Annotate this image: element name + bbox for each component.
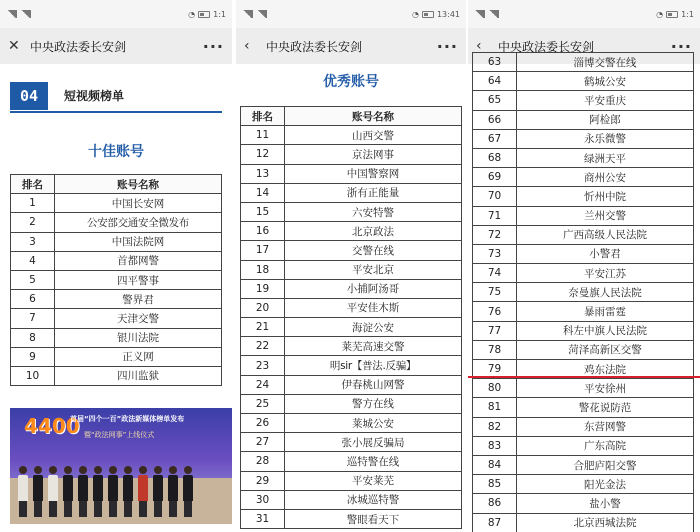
account-name-cell: 忻州中院 (517, 187, 694, 206)
nav-title: 中央政法委长安剑 (30, 39, 127, 54)
section-title: 短视频榜单 (64, 89, 125, 103)
rank-cell: 11 (241, 126, 285, 145)
table-row (11, 309, 222, 328)
account-name-cell: 暴雨雷霆 (517, 302, 694, 321)
rank-cell: 84 (473, 455, 517, 474)
table-row (473, 53, 694, 72)
back-icon[interactable]: ‹ (476, 38, 482, 54)
account-name-cell: 银川法院 (55, 328, 222, 347)
rank-cell: 2 (11, 213, 55, 232)
account-name-cell: 鸡东法院 (517, 360, 694, 379)
col-header-rank: 排名 (11, 175, 55, 194)
table-row (241, 394, 462, 413)
account-name-cell: 警眼看天下 (285, 509, 462, 528)
account-name-cell: 阿检郎 (517, 110, 694, 129)
close-icon[interactable]: ✕ (8, 38, 20, 54)
status-time: 1:1 (213, 9, 226, 19)
table-row (473, 225, 694, 244)
account-name-cell: 中国警察网 (285, 164, 462, 183)
table-row (241, 337, 462, 356)
table-row (473, 72, 694, 91)
account-name-cell: 商州公安 (517, 168, 694, 187)
table-row (11, 251, 222, 270)
table-row (473, 244, 694, 263)
table-row (473, 187, 694, 206)
account-name-cell: 平安江苏 (517, 264, 694, 283)
nav-title: 中央政法委长安剑 (266, 39, 363, 54)
table-row (11, 194, 222, 213)
table-row (241, 241, 462, 260)
ranking-table (472, 52, 694, 532)
account-name-cell: 警界君 (55, 290, 222, 309)
rank-cell: 4 (11, 251, 55, 270)
account-name-cell: 北京西城法院 (517, 513, 694, 532)
rank-cell: 28 (241, 452, 285, 471)
account-name-cell: 阳光金法 (517, 475, 694, 494)
status-bar (236, 0, 466, 28)
signal-icon (6, 10, 17, 18)
rank-cell: 73 (473, 244, 517, 263)
table-row (241, 318, 462, 337)
screenshot-panel-2 (236, 0, 466, 532)
account-name-cell: 海淀公安 (285, 318, 462, 337)
rank-cell: 31 (241, 509, 285, 528)
banner-subtitle: 暨“政法网事”上线仪式 (84, 431, 155, 439)
rank-cell: 70 (473, 187, 517, 206)
table-row (241, 126, 462, 145)
rank-cell: 68 (473, 148, 517, 167)
table-row (11, 270, 222, 289)
rank-cell: 3 (11, 232, 55, 251)
account-name-cell: 天津交警 (55, 309, 222, 328)
account-name-cell: 菏泽高新区交警 (517, 340, 694, 359)
account-name-cell: 莱芜高速交警 (285, 337, 462, 356)
rank-cell: 86 (473, 494, 517, 513)
table-row (473, 129, 694, 148)
rank-cell: 67 (473, 129, 517, 148)
more-icon[interactable]: ··· (436, 36, 458, 56)
table-row (241, 222, 462, 241)
col-header-rank: 排名 (241, 107, 285, 126)
account-name-cell: 小警君 (517, 244, 694, 263)
wifi-icon: ◔ (411, 9, 419, 19)
account-name-cell: 平安重庆 (517, 91, 694, 110)
rank-cell: 69 (473, 168, 517, 187)
signal-icon (488, 10, 499, 18)
rank-cell: 75 (473, 283, 517, 302)
rank-cell: 30 (241, 490, 285, 509)
table-row (241, 145, 462, 164)
col-header-name: 账号名称 (285, 107, 462, 126)
more-icon[interactable]: ··· (670, 36, 692, 56)
account-name-cell: 广西高级人民法院 (517, 225, 694, 244)
rank-cell: 79 (473, 360, 517, 379)
rank-cell: 29 (241, 471, 285, 490)
table-row (241, 164, 462, 183)
table-title: 十佳账号 (88, 144, 144, 160)
section-divider (10, 111, 222, 113)
rank-cell: 20 (241, 298, 285, 317)
people-group (18, 466, 193, 518)
rank-cell: 17 (241, 241, 285, 260)
table-row (241, 356, 462, 375)
account-name-cell: 浙有正能量 (285, 183, 462, 202)
screenshot-panel-1 (0, 0, 232, 532)
account-name-cell: 东营网警 (517, 417, 694, 436)
table-row (241, 471, 462, 490)
table-row (473, 455, 694, 474)
status-time: 13:41 (436, 9, 460, 19)
highlight-divider (468, 376, 700, 378)
rank-cell: 78 (473, 340, 517, 359)
account-name-cell: 正义网 (55, 347, 222, 366)
table-row (11, 366, 222, 385)
rank-cell: 64 (473, 72, 517, 91)
table-row (241, 183, 462, 202)
rank-cell: 18 (241, 260, 285, 279)
rank-cell: 25 (241, 394, 285, 413)
table-row (11, 232, 222, 251)
rank-cell: 77 (473, 321, 517, 340)
table-row (473, 168, 694, 187)
account-name-cell: 公安部交通安全微发布 (55, 213, 222, 232)
account-name-cell: 警花说防范 (517, 398, 694, 417)
rank-cell: 85 (473, 475, 517, 494)
table-row (241, 509, 462, 528)
table-row (241, 202, 462, 221)
rank-cell: 82 (473, 417, 517, 436)
rank-cell: 1 (11, 194, 55, 213)
table-row (241, 260, 462, 279)
account-name-cell: 淄博交警在线 (517, 53, 694, 72)
table-row (473, 321, 694, 340)
account-name-cell: 明sir【普法.反骗】 (285, 356, 462, 375)
table-row (11, 347, 222, 366)
account-name-cell: 冰城巡特警 (285, 490, 462, 509)
account-name-cell: 科左中旗人民法院 (517, 321, 694, 340)
table-row (473, 110, 694, 129)
account-name-cell: 广东高院 (517, 436, 694, 455)
table-row (473, 264, 694, 283)
signal-icon (474, 10, 485, 18)
rank-cell: 8 (11, 328, 55, 347)
account-name-cell: 中国法院网 (55, 232, 222, 251)
table-row (473, 398, 694, 417)
status-time: 1:1 (681, 9, 694, 19)
table-row (473, 206, 694, 225)
table-row (473, 91, 694, 110)
table-row (241, 414, 462, 433)
rank-cell: 6 (11, 290, 55, 309)
rank-cell: 19 (241, 279, 285, 298)
account-name-cell: 北京政法 (285, 222, 462, 241)
rank-cell: 22 (241, 337, 285, 356)
account-name-cell: 四川监狱 (55, 366, 222, 385)
table-row (473, 436, 694, 455)
account-name-cell: 首都网警 (55, 251, 222, 270)
account-name-cell: 莱城公安 (285, 414, 462, 433)
table-row (473, 379, 694, 398)
table-row (241, 298, 462, 317)
rank-cell: 12 (241, 145, 285, 164)
account-name-cell: 巡特警在线 (285, 452, 462, 471)
table-header-row (11, 175, 222, 194)
table-row (241, 452, 462, 471)
rank-cell: 76 (473, 302, 517, 321)
wifi-icon: ◔ (188, 9, 196, 19)
rank-cell: 5 (11, 270, 55, 289)
table-row (473, 340, 694, 359)
rank-cell: 10 (11, 366, 55, 385)
ranking-table (240, 106, 462, 529)
table-row (473, 513, 694, 532)
account-name-cell: 交警在线 (285, 241, 462, 260)
rank-cell: 71 (473, 206, 517, 225)
account-name-cell: 绿洲天平 (517, 148, 694, 167)
account-name-cell: 平安佳木斯 (285, 298, 462, 317)
rank-cell: 13 (241, 164, 285, 183)
rank-cell: 83 (473, 436, 517, 455)
nav-bar (0, 28, 232, 64)
rank-cell: 15 (241, 202, 285, 221)
account-name-cell: 平安北京 (285, 260, 462, 279)
account-name-cell: 兰州交警 (517, 206, 694, 225)
rank-cell: 24 (241, 375, 285, 394)
table-row (241, 433, 462, 452)
rank-cell: 21 (241, 318, 285, 337)
rank-cell: 87 (473, 513, 517, 532)
table-header-row (241, 107, 462, 126)
more-icon[interactable]: ··· (202, 36, 224, 56)
account-name-cell: 平安莱芜 (285, 471, 462, 490)
table-row (241, 490, 462, 509)
battery-icon (422, 11, 434, 18)
table-row (473, 494, 694, 513)
account-name-cell: 鹤城公安 (517, 72, 694, 91)
account-name-cell: 永乐微警 (517, 129, 694, 148)
rank-cell: 26 (241, 414, 285, 433)
status-bar (0, 0, 232, 28)
account-name-cell: 四平警事 (55, 270, 222, 289)
table-row (473, 283, 694, 302)
rank-cell: 80 (473, 379, 517, 398)
table-row (11, 213, 222, 232)
battery-icon (198, 11, 210, 18)
table-row (473, 417, 694, 436)
account-name-cell: 伊春桃山网警 (285, 375, 462, 394)
nav-title: 中央政法委长安剑 (498, 39, 595, 54)
banner-logo: 4400 (24, 414, 80, 438)
rank-cell: 9 (11, 347, 55, 366)
nav-bar (236, 28, 466, 64)
rank-cell: 23 (241, 356, 285, 375)
table-title: 优秀账号 (323, 74, 379, 90)
rank-cell: 16 (241, 222, 285, 241)
event-banner-image[interactable] (10, 408, 232, 524)
rank-cell: 66 (473, 110, 517, 129)
account-name-cell: 山西交警 (285, 126, 462, 145)
section-number: 04 (10, 82, 48, 110)
section-header (0, 72, 232, 120)
account-name-cell: 平安徐州 (517, 379, 694, 398)
rank-cell: 81 (473, 398, 517, 417)
screenshot-panel-3 (468, 0, 700, 532)
status-bar (468, 0, 700, 28)
table-row (473, 475, 694, 494)
rank-cell: 63 (473, 53, 517, 72)
account-name-cell: 张小展反骗局 (285, 433, 462, 452)
back-icon[interactable]: ‹ (244, 38, 250, 54)
account-name-cell: 中国长安网 (55, 194, 222, 213)
table-row (473, 302, 694, 321)
signal-icon (20, 10, 31, 18)
signal-icon (242, 10, 253, 18)
account-name-cell: 警方在线 (285, 394, 462, 413)
table-row (241, 375, 462, 394)
table-row (11, 290, 222, 309)
account-name-cell: 合肥庐阳交警 (517, 455, 694, 474)
signal-icon (256, 10, 267, 18)
account-name-cell: 奈曼旗人民法院 (517, 283, 694, 302)
account-name-cell: 盐小警 (517, 494, 694, 513)
table-row (473, 148, 694, 167)
rank-cell: 65 (473, 91, 517, 110)
table-row (11, 328, 222, 347)
wifi-icon: ◔ (656, 9, 664, 19)
battery-icon (666, 11, 678, 18)
banner-title: 首届“四个一百”政法新媒体榜单发布 (70, 415, 185, 423)
rank-cell: 72 (473, 225, 517, 244)
col-header-name: 账号名称 (55, 175, 222, 194)
rank-cell: 7 (11, 309, 55, 328)
ranking-table (10, 174, 222, 386)
rank-cell: 74 (473, 264, 517, 283)
account-name-cell: 六安特警 (285, 202, 462, 221)
rank-cell: 14 (241, 183, 285, 202)
account-name-cell: 京法网事 (285, 145, 462, 164)
table-row (241, 279, 462, 298)
rank-cell: 27 (241, 433, 285, 452)
account-name-cell: 小捕阿汤哥 (285, 279, 462, 298)
